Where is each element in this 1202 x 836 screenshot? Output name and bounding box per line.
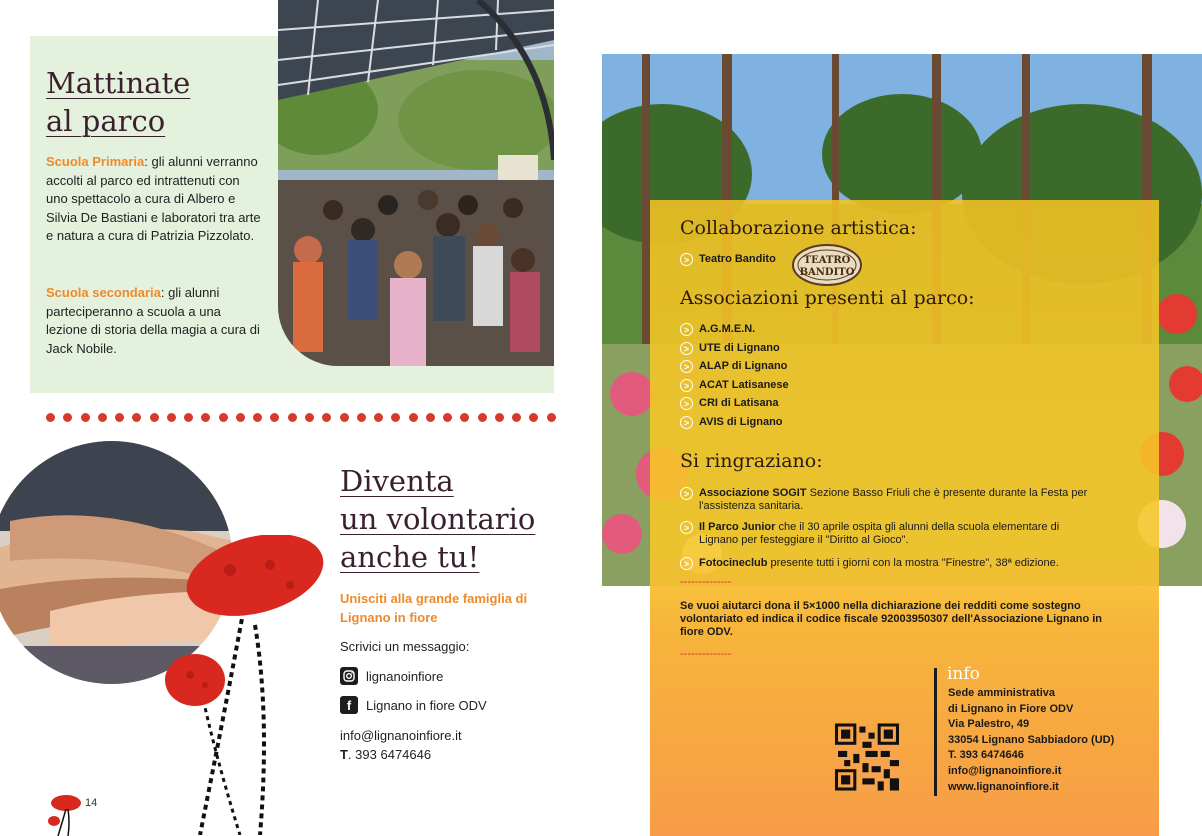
teatro-bandito-logo (792, 244, 862, 286)
divider-dot (270, 413, 279, 422)
info-email-link[interactable]: info@lignanoinfiore.it (948, 764, 1062, 777)
chevron-right-icon: > (680, 416, 693, 429)
divider-dot (374, 413, 383, 422)
divider-dot (150, 413, 159, 422)
svg-text:BANDITO: BANDITO (799, 267, 855, 278)
thanks-item: > Il Parco Junior che il 30 aprile ospita gli alunni della scuola elementare di Lignano per festeggiare il "Diritto al Gioco". (680, 521, 1100, 547)
mini-poppy-icon (48, 793, 84, 836)
primaria-paragraph (46, 153, 264, 246)
association-item: > UTE di Lignano (680, 342, 780, 355)
chevron-right-icon: > (680, 323, 693, 336)
donation-note: Se vuoi aiutarci dona il 5×1000 nella dichiarazione dei redditi come sostegno volontariato ed indica il codice fiscale 92003950307 dell'Associazione Lignano in fiore ODV. (680, 600, 1102, 638)
divider-dot (63, 413, 72, 422)
association-item: > ACAT Latisanese (680, 379, 789, 392)
divider-dot (81, 413, 90, 422)
thanks-item: > Associazione SOGIT Sezione Basso Friuli che è presente durante la Festa per l'assistenza sanitaria. (680, 487, 1100, 513)
assoc-title: Associazioni presenti al parco: (680, 287, 975, 309)
secondaria-label: Scuola secondaria (46, 285, 161, 300)
chevron-right-icon: > (680, 379, 693, 392)
primaria-text: : gli alunni verranno accolti al parco ed intrattenuti con uno spettacolo a cura di Albero e Silvia De Bastiani e laboratori tra arte e natura a cura di Patrizia Pizzolato. (46, 154, 261, 244)
divider-dot (547, 413, 556, 422)
divider-dot (409, 413, 418, 422)
secondaria-text: : gli alunni parteciperanno a scuola a una lezione di storia della magia a cura di Jack Nobile. (46, 285, 260, 356)
divider-dot (305, 413, 314, 422)
association-item: > AVIS di Lignano (680, 416, 783, 429)
info-address: Sede amministrativa di Lignano in Fiore ODV Via Palestro, 49 33054 Lignano Sabbiadoro (UD) T. 393 6474646 info@lignanoinfiore.it www.lignanoinfiore.it (948, 686, 1114, 795)
divider-dot (219, 413, 228, 422)
divider-dot (478, 413, 487, 422)
chevron-right-icon: > (680, 557, 693, 570)
svg-text:TEATRO: TEATRO (803, 255, 851, 266)
thanks-title: Si ringraziano: (680, 450, 823, 472)
chevron-right-icon: > (680, 253, 693, 266)
association-item: > ALAP di Lignano (680, 360, 787, 373)
facebook-icon: f (340, 696, 358, 714)
divider-dot (184, 413, 193, 422)
qr-code[interactable] (835, 723, 899, 791)
volontario-subtitle: Unisciti alla grande famiglia di Lignano in fiore (340, 591, 528, 625)
info-website-link[interactable]: www.lignanoinfiore.it (948, 780, 1059, 793)
facebook-page: Lignano in fiore ODV (366, 697, 487, 713)
divider-dot (443, 413, 452, 422)
divider-dot (236, 413, 245, 422)
divider-dot (132, 413, 141, 422)
collab-item (680, 253, 776, 266)
divider-dot (253, 413, 262, 422)
chevron-right-icon: > (680, 360, 693, 373)
park-crowd-photo (278, 0, 554, 366)
dashed-separator: -------------- (680, 648, 732, 660)
email-link[interactable]: info@lignanoinfiore.it (340, 728, 462, 743)
dotted-divider (46, 411, 556, 423)
mattinate-title: Mattinate al parco (46, 66, 191, 138)
divider-dot (46, 413, 55, 422)
instagram-link[interactable] (340, 667, 443, 685)
phone-number: . 393 6474646 (347, 747, 432, 762)
dashed-separator: -------------- (680, 576, 732, 588)
divider-dot (460, 413, 469, 422)
divider-dot (167, 413, 176, 422)
phone-line (340, 747, 431, 762)
chevron-right-icon: > (680, 521, 693, 534)
poppy-illustration (160, 535, 340, 835)
association-item: > CRI di Latisana (680, 397, 778, 410)
phone-label: T (340, 747, 348, 762)
info-divider (934, 668, 937, 796)
primaria-label: Scuola Primaria (46, 154, 145, 169)
divider-dot (322, 413, 331, 422)
instagram-handle: lignanoinfiore (366, 668, 444, 684)
divider-dot (115, 413, 124, 422)
collab-item-label: Teatro Bandito (699, 253, 776, 265)
divider-dot (529, 413, 538, 422)
divider-dot (426, 413, 435, 422)
instagram-icon (340, 667, 358, 685)
divider-dot (98, 413, 107, 422)
write-us-text: Scrivici un messaggio: (340, 639, 470, 654)
chevron-right-icon: > (680, 397, 693, 410)
divider-dot (495, 413, 504, 422)
divider-dot (340, 413, 349, 422)
divider-dot (288, 413, 297, 422)
association-item: > A.G.M.E.N. (680, 323, 755, 336)
facebook-link[interactable] (340, 696, 487, 714)
page-number: 14 (85, 797, 98, 809)
thanks-item: > Fotocineclub presente tutti i giorni con la mostra "Finestre", 38ª edizione. (680, 557, 1120, 570)
divider-dot (357, 413, 366, 422)
divider-dot (391, 413, 400, 422)
chevron-right-icon: > (680, 342, 693, 355)
collab-title: Collaborazione artistica: (680, 217, 917, 239)
secondaria-paragraph (46, 284, 264, 358)
info-title: info (947, 664, 980, 684)
volontario-title: Diventa un volontario anche tu! (340, 464, 536, 574)
divider-dot (512, 413, 521, 422)
chevron-right-icon: > (680, 487, 693, 500)
divider-dot (201, 413, 210, 422)
